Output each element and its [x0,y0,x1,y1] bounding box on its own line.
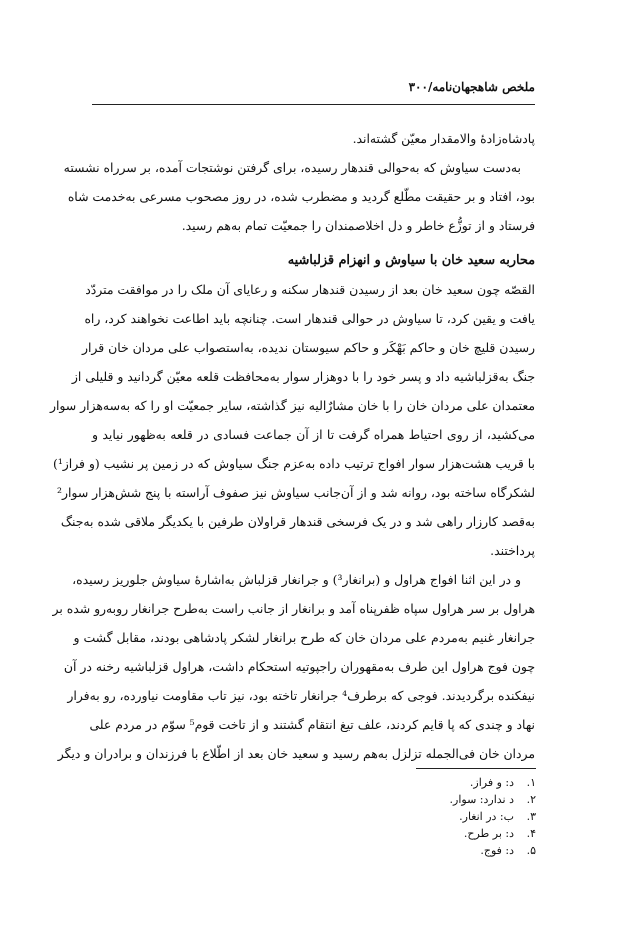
footnote-number: ۱. [526,776,536,789]
footnote-text: د: و فراز. [469,776,514,789]
running-head: ملخص شاهجهان‌نامه/۳۰۰ [408,80,535,94]
text-line: جنگ به‌قزلباشیه داد و پسر خود را با دوهزار سوار به‌محافظت قلعه معیّن گردانید و قلیلی از [71,369,535,384]
footnote-number: ۳. [526,810,536,823]
footnote-number: ۴. [526,827,536,840]
text-line: به‌دست سیاوش که به‌حوالی قندهار رسیده، برای گرفتن نوشتجات آمده، بر سرراه نشسته [63,160,521,175]
text-line: القصّه چون سعید خان بعد از رسیدن قندهار سکنه و رعایای آن ملک را در موافقت متردّد [85,282,535,297]
text-line: نیفکنده برگردیدند. فوجی که برطرف⁴ جرانغار تاخته بود، نیز تاب مقاومت نیاورده، رو به‌فرار [67,688,535,703]
footnote-text: د ندارد: سوار. [449,793,514,806]
text-line: چون فوج هراول این طرف به‌مقهوران راجپوتیه استحکام داشت، هراول قزلباشیه رخنه در آن [63,659,535,674]
footnote-text: د: بر طرح. [463,827,514,840]
footnotes [336,774,536,859]
footnote [336,808,536,825]
text-line: مردان خان فی‌الجمله تزلزل به‌هم رسید و سعید خان بعد از اطّلاع با فرزندان و برادران و دیگر [57,746,535,761]
footnote [336,842,536,859]
text-line: رسیدن قلیچ خان و حاکم بَهْکَر و حاکم سیوستان ندیده، به‌استصواب علی مردان خان قرار [81,340,535,355]
text-line: با قریب هشت‌هزار سوار افواج ترتیب داده به‌عزم جنگ سیاوش که در زمین پر نشیب (و فراز¹) [52,456,535,471]
footnote-number: ۲. [526,793,536,806]
text-line: فرستاد و از توزُّع خاطر و دل اخلاصمندان را جمعیّت تمام به‌هم رسید. [181,218,535,233]
text-line: بود، افتاد و بر حقیقت مطّلع گردید و مضطرب شده، در روز مصحوب مسرعی به‌خدمت شاه [67,189,535,204]
footnote-text: د: فوج. [480,844,514,857]
page-header [92,80,535,105]
footnote [336,825,536,842]
text-line: پرداختند. [490,543,535,558]
text-line: هراول بر سر هراول سپاه ظفرپناه آمد و برانغار از جانب راست به‌طرح جرانغار روبه‌رو شده بر [52,601,535,616]
body-text [49,124,535,768]
footnote-text: ب: در انغار. [459,810,514,823]
footnote-rule [416,768,536,769]
section-heading: محاربه سعید خان با سیاوش و انهزام قزلباشیه [287,253,535,268]
footnote-number: ۵. [526,844,536,857]
text-line: و در این اثنا افواج هراول و (برانغار³) و جرانغار قزلباش به‌اشارهٔ سیاوش جلوریز رسیده، [72,572,521,587]
text-line: می‌کشید، از روی احتیاط همراه گرفت تا از آن جماعت فسادی در قلعه به‌ظهور نیاید و [92,427,535,442]
text-line: جرانغار غنیم به‌مردم علی مردان خان که طرح برانغار لشکر پادشاهی بودند، مقابل گشت و [73,630,535,645]
text-line: لشکرگاه ساخته بود، روانه شد و از آن‌جانب سیاوش نیز صفوف آراسته با پنج شش‌هزار سوار² [57,485,535,500]
text-line: معتمدان علی مردان خان را با خان مشارٌالیه نیز گذاشته، سایر جمعیّت او را که به‌سه‌هزار سوار [49,398,535,413]
text-line: به‌قصد کارزار راهی شد و در یک فرسخی قندهار قراولان طرفین با یکدیگر ملاقی شده به‌جنگ [60,514,535,529]
footnote [336,791,536,808]
text-line: نهاد و چندی که پا قایم کردند، علف تیغ انتقام گشتند و از تاخت قوم⁵ سوّم در مردم علی [89,717,535,732]
footnote [336,774,536,791]
text-line: یافت و یقین کرد، تا سیاوش در حوالی قندهار است. چنانچه باید اطاعت نخواهند کرد، راه [84,311,535,326]
text-line: پادشاه‌زادهٔ والامقدار معیّن گشته‌اند. [352,131,535,146]
